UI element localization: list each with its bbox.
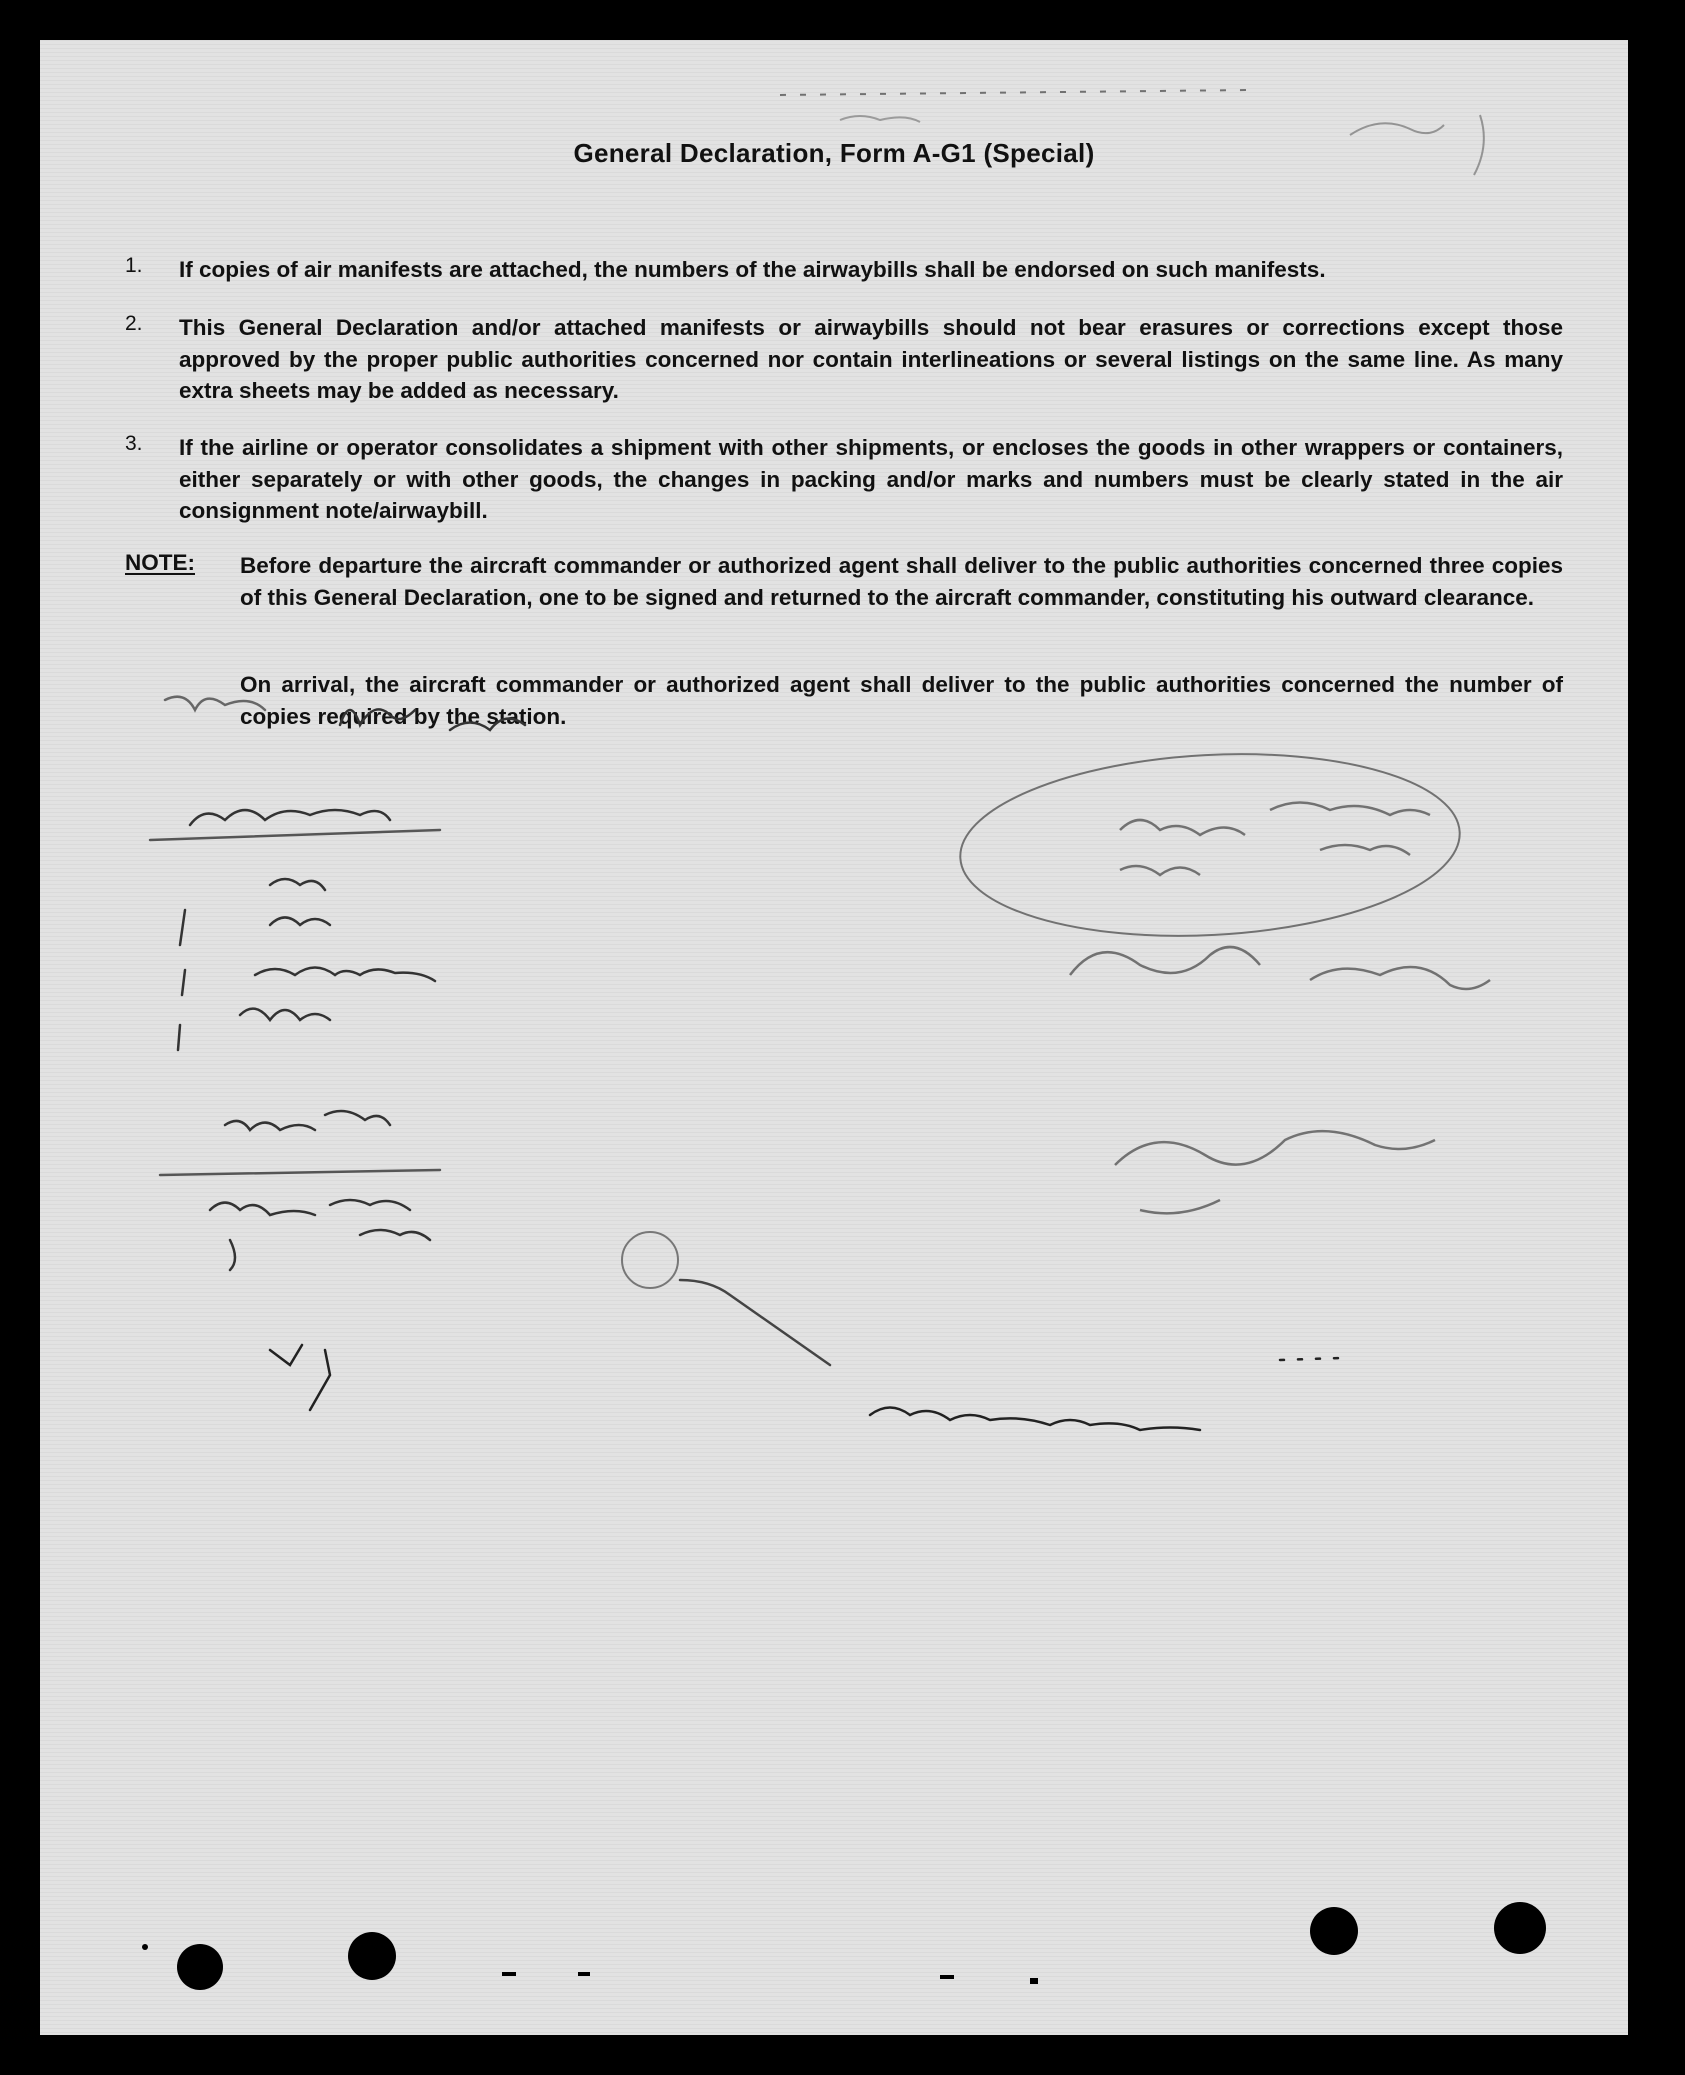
bleed-through-marks [40, 40, 1628, 2035]
punch-holes [142, 1902, 1546, 1990]
item-text: If the airline or operator consolidates a shipment with other shipments, or encloses the goods in other wrappers or containers, either separately or with other goods, the changes in packing and/or marks and numbers must be clearly stated in the air consignment note/airwaybill. [179, 435, 1563, 523]
stamp-ovals [956, 742, 1490, 1213]
item-number: 3. [125, 432, 143, 455]
note-paragraph: On arrival, the aircraft commander or authorized agent shall deliver to the public authorities concerned the number of copies required by the station. [240, 672, 1563, 729]
faint-header-marks [780, 90, 1484, 175]
document-title: General Declaration, Form A-G1 (Special) [573, 138, 1095, 168]
item-number: 1. [125, 254, 143, 277]
document-page [40, 40, 1628, 2035]
item-number: 2. [125, 312, 143, 335]
handwritten-figures [150, 697, 525, 1270]
note-label: NOTE: [125, 550, 195, 575]
item-text: If copies of air manifests are attached, the numbers of the airwaybills shall be endorsed on such manifests. [179, 257, 1326, 282]
middle-scribbles [270, 1232, 1340, 1430]
item-text: This General Declaration and/or attached manifests or airwaybills should not bear erasures or corrections except those approved by the proper public authorities concerned nor contain interlineations or several listings on the same line. As many extra sheets may be added as necessary. [179, 315, 1563, 403]
note-paragraph: Before departure the aircraft commander or authorized agent shall deliver to the public authorities concerned three copies of this General Declaration, one to be signed and returned to the aircraft commander, constituting his outward clearance. [240, 553, 1563, 610]
